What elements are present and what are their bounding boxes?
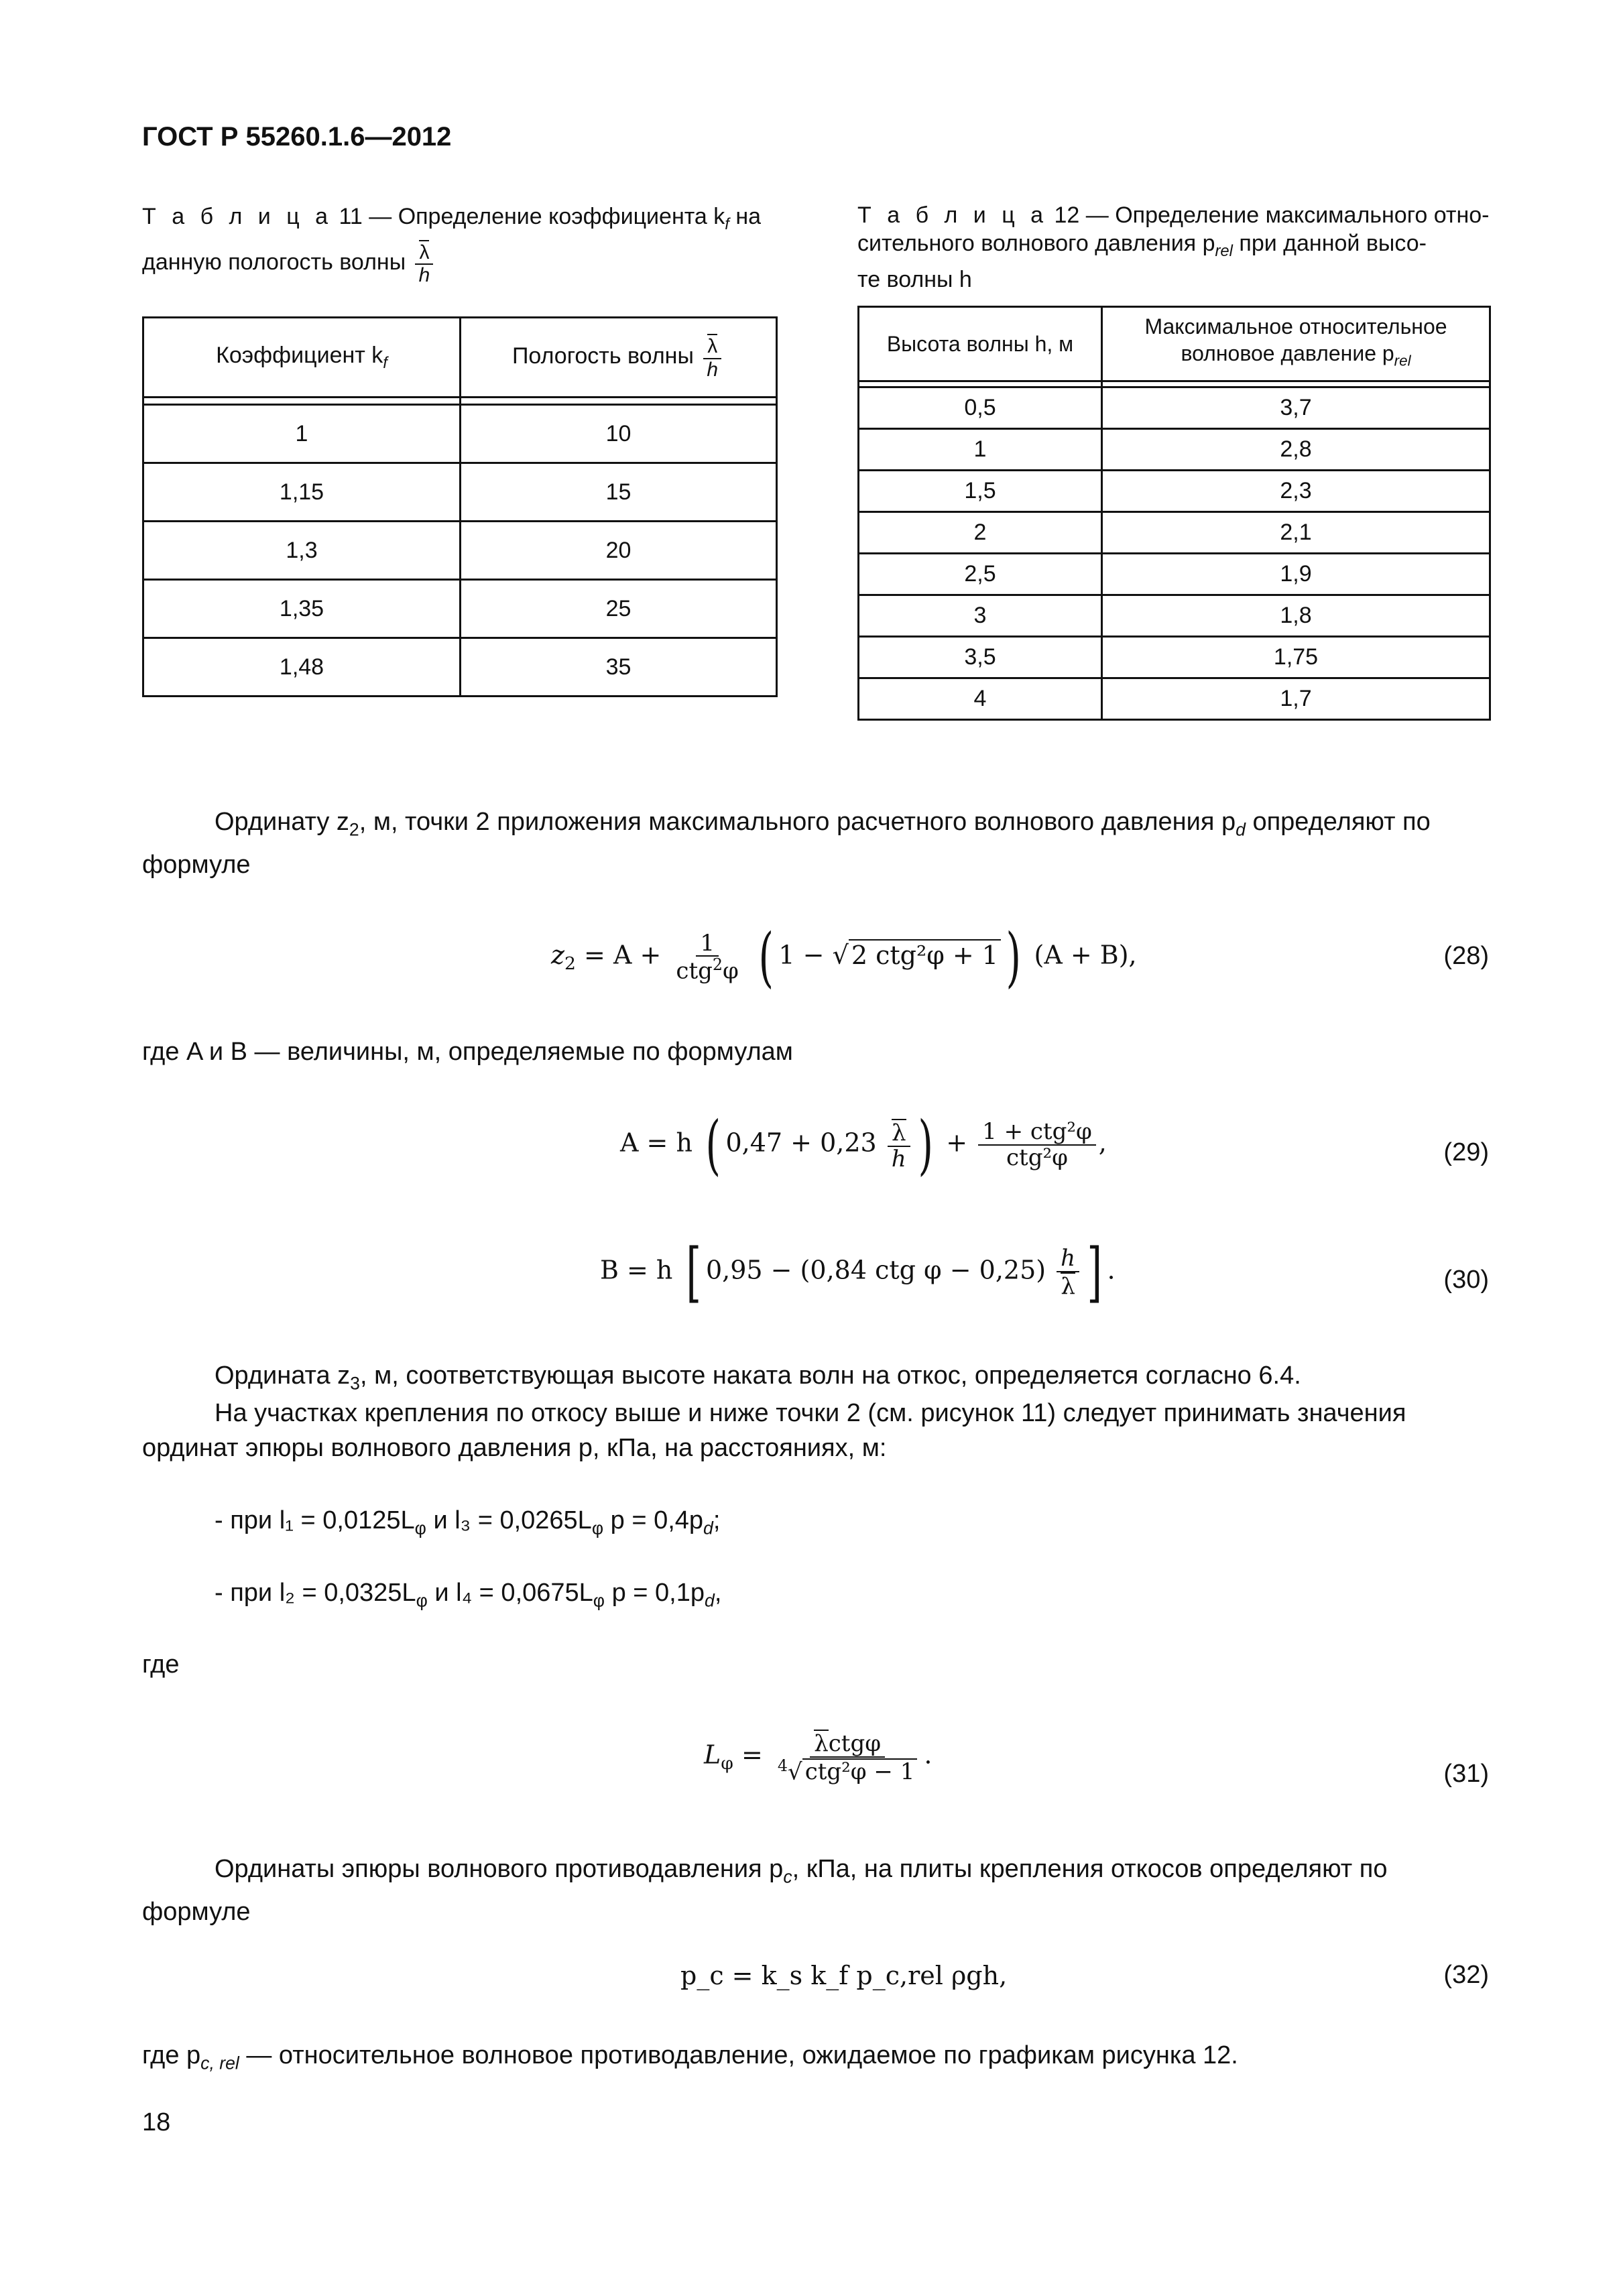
table11-caption-end: на <box>735 204 762 229</box>
table12-cell: 0,5 <box>859 387 1102 429</box>
equation-number-32: (32) <box>1443 1961 1489 1989</box>
page-number: 18 <box>142 2108 171 2136</box>
lambda-symbol: λ <box>419 241 430 263</box>
table-row <box>859 595 1490 637</box>
table11-header-col1: Коэффициент $k_f$ <box>143 318 461 398</box>
equation-number-31: (31) <box>1443 1760 1489 1788</box>
table11-cell: 1 <box>143 405 461 463</box>
formula-28: $z_2 = A$ + $\frac{1}{ctg^2\varphi}$ ( 1 − √ 2 ctg²φ + 1 ) (A + B), <box>551 920 1137 995</box>
table12-cell: 1,7 <box>1102 678 1490 720</box>
table12-caption-sub: rel <box>1215 241 1233 260</box>
formula-32: p_c = k_s k_f p_c,rel ρgh, <box>680 1961 1008 1990</box>
document-header: ГОСТ Р 55260.1.6—2012 <box>142 122 452 152</box>
table-row <box>143 638 777 697</box>
table-row <box>143 463 777 522</box>
table12-cell: 1,5 <box>859 471 1102 512</box>
table12-header-col2: Максимальное относительное волновое давление $p_{rel}$ <box>1102 307 1490 381</box>
table12-caption <box>857 201 1489 294</box>
formula-30: B = h [ 0,95 − (0,84 ctg φ − 0,25) $\frac{h}{\lambda}$ ] . <box>600 1235 1116 1310</box>
table-row <box>143 405 777 463</box>
table12 <box>857 306 1491 721</box>
paragraph-counterpressure: Ординаты эпюры волнового противодавления $p_c$, кПа, на плиты крепления откосов определяют по формуле <box>142 1855 1388 1926</box>
equation-number-28: (28) <box>1443 942 1489 970</box>
table11-caption-number: 11 <box>339 204 363 229</box>
table12-cell: 2,5 <box>859 554 1102 595</box>
table12-cell: 1,9 <box>1102 554 1490 595</box>
table12-cell: 1,8 <box>1102 595 1490 637</box>
h-symbol: h <box>418 264 430 287</box>
paragraph-fastening: На участках крепления по откосу выше и ниже точки 2 (см. рисунок 11) следует принимать значения ординат эпюры волнового давления p, кПа, на расстояниях, м: <box>142 1399 1406 1462</box>
table-row <box>859 471 1490 512</box>
table12-cell: 2 <box>859 512 1102 554</box>
table11-cell: 20 <box>461 522 777 580</box>
formula-29: A = h ( 0,47 + 0,23 $\frac{\lambda}{h}$ ) + $\frac{\text{1 + ctg²φ}}{\text{ctg²φ}}$ , <box>620 1107 1107 1183</box>
table11-cell: 15 <box>461 463 777 522</box>
paragraph-z3: Ордината $z_3$, м, соответствующая высоте наката волн на откос, определяется согласно 6.4. <box>215 1362 1301 1394</box>
table12-caption-line1: — Определение максимального отно- <box>1085 202 1490 228</box>
paragraph-z2: Ординату $z_2$, м, точки 2 приложения максимального расчетного волнового давления $p_d$ определяют по формуле <box>142 808 1431 879</box>
table-row <box>859 512 1490 554</box>
table-row <box>143 522 777 580</box>
table11-cell: 10 <box>461 405 777 463</box>
table11-cell: 35 <box>461 638 777 697</box>
table12-cell: 1 <box>859 429 1102 471</box>
table12-caption-number: 12 <box>1054 202 1080 228</box>
table11-header-col2: Пологость волны $\frac{\lambda}{h}$ <box>461 318 777 398</box>
table12-caption-word: Т а б л и ц а <box>857 202 1048 228</box>
table12-cell: 3,5 <box>859 637 1102 678</box>
table11-cell: 1,3 <box>143 522 461 580</box>
table12-cell: 1,75 <box>1102 637 1490 678</box>
table-row <box>859 387 1490 429</box>
table11-caption-word: Т а б л и ц а <box>142 204 333 229</box>
table-row <box>859 637 1490 678</box>
formula-31: $L_\varphi$ = $\frac{\text{λctgφ}}{^4√ ctg^2\varphi - 1}$ . <box>704 1730 933 1786</box>
bullet-line-2: - при $l_2 = 0,0325L_\varphi$ и $l_4 = 0,0675L_\varphi$ $p = 0,1p_d$, <box>215 1579 722 1611</box>
paragraph-where: где <box>142 1650 180 1679</box>
table12-cell: 3 <box>859 595 1102 637</box>
table12-cell: 4 <box>859 678 1102 720</box>
equation-number-30: (30) <box>1443 1266 1489 1294</box>
paragraph-where-a-b: где A и B — величины, м, определяемые по формулам <box>142 1038 793 1066</box>
table12-header-col1: Высота волны h, м <box>859 307 1102 381</box>
table12-cell: 2,8 <box>1102 429 1490 471</box>
bullet-line-1: - при $l_1 = 0,0125L_\varphi$ и $l_3 = 0,0265L_\varphi$ $p = 0,4p_d$; <box>215 1506 721 1538</box>
table-row <box>859 554 1490 595</box>
equation-number-29: (29) <box>1443 1138 1489 1166</box>
table-row <box>859 429 1490 471</box>
table11-caption-line1: — Определение коэффициента k <box>369 204 725 229</box>
table11-caption-line2: данную пологость волны <box>142 249 406 275</box>
table12-cell: 3,7 <box>1102 387 1490 429</box>
table-row <box>859 678 1490 720</box>
table12-cell: 2,1 <box>1102 512 1490 554</box>
table12-caption-line2-end: при данной высо- <box>1239 231 1427 256</box>
lambda-over-h-fraction <box>415 240 434 287</box>
table11 <box>142 316 778 697</box>
table11-cell: 1,48 <box>143 638 461 697</box>
paragraph-pc-rel: где $p_{c, rel}$ — относительное волновое противодавление, ожидаемое по графикам рисунка 12. <box>142 2041 1238 2073</box>
table11-cell: 1,35 <box>143 580 461 638</box>
table11-caption-sub: f <box>725 215 729 233</box>
table12-caption-line3: те волны h <box>857 266 972 292</box>
table11-cell: 25 <box>461 580 777 638</box>
table-row <box>143 580 777 638</box>
table12-caption-line2: сительного волнового давления p <box>857 231 1215 256</box>
table12-cell: 2,3 <box>1102 471 1490 512</box>
table11-caption <box>142 201 761 287</box>
table11-cell: 1,15 <box>143 463 461 522</box>
